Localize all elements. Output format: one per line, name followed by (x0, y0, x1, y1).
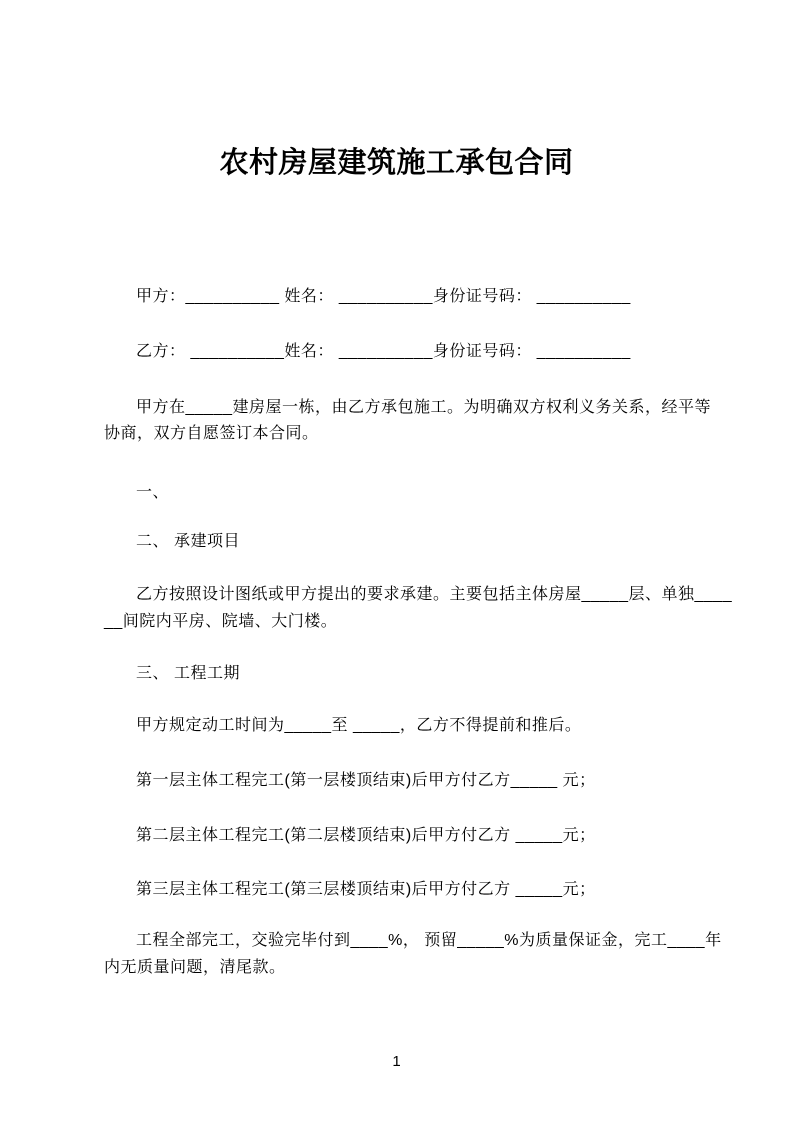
final-payment-line-1: 工程全部完工，交验完毕付到____%， 预留_____%为质量保证金，完工____年 (136, 932, 722, 949)
page-number: 1 (392, 1053, 401, 1070)
payment-floor-1-line: 第一层主体工程完工(第一层楼顶结束)后甲方付乙方_____ 元； (136, 772, 596, 789)
preamble-line-1: 甲方在_____建房屋一栋，由乙方承包施工。为明确双方权利义务关系，经平等 (136, 399, 711, 416)
preamble-line-2: 协商，双方自愿签订本合同。 (104, 425, 319, 442)
construction-time-line: 甲方规定动工时间为_____至 _____，乙方不得提前和推后。 (136, 717, 582, 734)
document-title: 农村房屋建筑施工承包合同 (219, 147, 574, 179)
party-b-line: 乙方： __________姓名： __________身份证号码： __________ (136, 343, 631, 360)
party-a-line: 甲方：__________ 姓名： __________身份证号码： __________ (136, 288, 631, 305)
section-3-heading: 三、 工程工期 (136, 665, 240, 682)
section-1-heading: 一、 (136, 484, 170, 501)
section-2-body-line-2: __间院内平房、院墙、大门楼。 (104, 613, 338, 630)
final-payment-line-2: 内无质量问题，清尾款。 (104, 959, 286, 976)
section-2-body-line-1: 乙方按照设计图纸或甲方提出的要求承建。主要包括主体房屋_____层、单独____ (136, 586, 733, 603)
payment-floor-3-line: 第三层主体工程完工(第三层楼顶结束)后甲方付乙方 _____元； (136, 881, 596, 898)
section-2-heading: 二、 承建项目 (136, 533, 240, 550)
payment-floor-2-line: 第二层主体工程完工(第二层楼顶结束)后甲方付乙方 _____元； (136, 827, 596, 844)
